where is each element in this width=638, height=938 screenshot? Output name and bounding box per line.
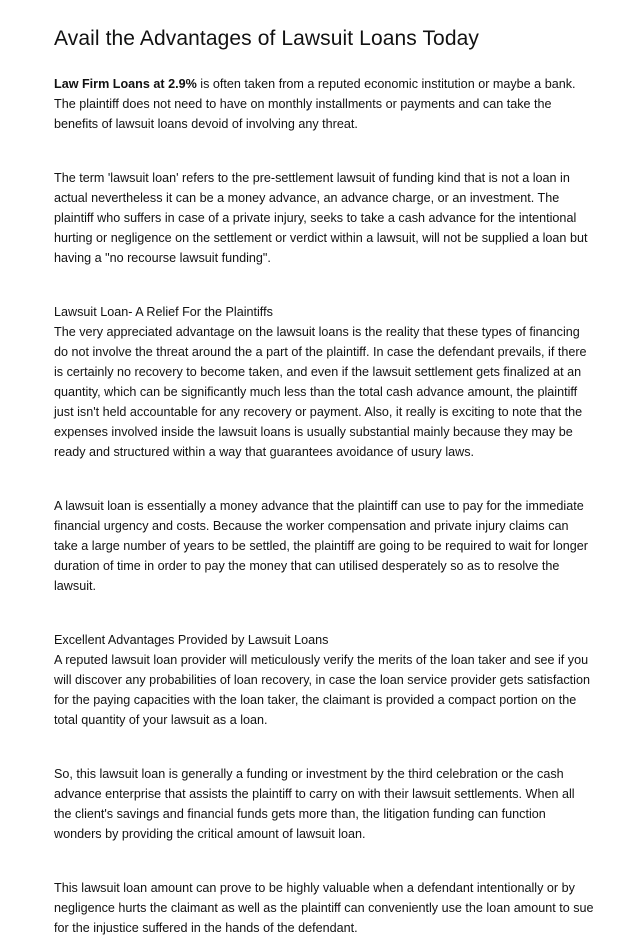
paragraph-6: So, this lawsuit loan is generally a funding or investment by the third celebration or the cash advance enterprise that assists the plaintiff to carry on with their lawsuit settlements. When all the client's savings and financial funds gets more than, the litigation funding can function wonders by providing the critical amount of lawsuit loan.	[54, 767, 575, 841]
spacer	[54, 268, 594, 302]
document-title: Avail the Advantages of Lawsuit Loans Today	[54, 27, 479, 50]
spacer	[54, 730, 594, 764]
intro-text: is often taken from a reputed economic institution or maybe a bank. The plaintiff does not need to have on monthly installments or payments and can take the benefits of lawsuit loans devoid of involving any threat.	[54, 77, 576, 131]
spacer	[54, 844, 594, 878]
paragraph-7: This lawsuit loan amount can prove to be highly valuable when a defendant intentionally or by negligence hurts the claimant as well as the plaintiff can conveniently use the loan amount to sue for the injustice suffered in the hands of the defendant.	[54, 881, 594, 935]
intro-bold-lead: Law Firm Loans at 2.9%	[54, 77, 197, 91]
paragraph-4: A lawsuit loan is essentially a money advance that the plaintiff can use to pay for the immediate financial urgency and costs. Because the worker compensation and private injury claims can take a large number of years to be settled, the plaintiff are going to be required to wait for longer duration of time in order to pay the money that can utilised desperately so as to resolve the lawsuit.	[54, 499, 588, 593]
section-2-body: A reputed lawsuit loan provider will meticulously verify the merits of the loan taker and see if you will discover any probabilities of loan recovery, in case the loan service provider gets satisfaction for the paying capacities with the loan taker, the claimant is provided a compact portion on the total quantity of your lawsuit as a loan.	[54, 653, 590, 727]
document-page	[54, 26, 594, 938]
section-2-heading: Excellent Advantages Provided by Lawsuit Loans	[54, 633, 329, 647]
spacer	[54, 462, 594, 496]
spacer	[54, 596, 594, 630]
section-1-body: The very appreciated advantage on the lawsuit loans is the reality that these types of financing do not involve the threat around the a part of the plaintiff. In case the defendant prevails, if there is certainly no recovery to become taken, and even if the lawsuit settlement gets finalized at an quantity, which can be significantly much less than the total cash advance amount, the plaintiff just isn't held accountable for any recovery or payment. Also, it really is exciting to note that the expenses involved inside the lawsuit loans is usually substantial mainly because they may be ready and structured within a way that guarantees avoidance of usury laws.	[54, 325, 587, 459]
section-1-heading: Lawsuit Loan- A Relief For the Plaintiffs	[54, 305, 273, 319]
spacer	[54, 134, 594, 168]
paragraph-2: The term 'lawsuit loan' refers to the pre-settlement lawsuit of funding kind that is not a loan in actual nevertheless it can be a money advance, an advance charge, or an investment. The plaintiff who suffers in case of a private injury, seeks to take a cash advance for the intentional hurting or negligence on the settlement or verdict within a lawsuit, will not be supplied a loan but having a "no recourse lawsuit funding".	[54, 171, 588, 265]
intro-paragraph	[54, 74, 594, 134]
